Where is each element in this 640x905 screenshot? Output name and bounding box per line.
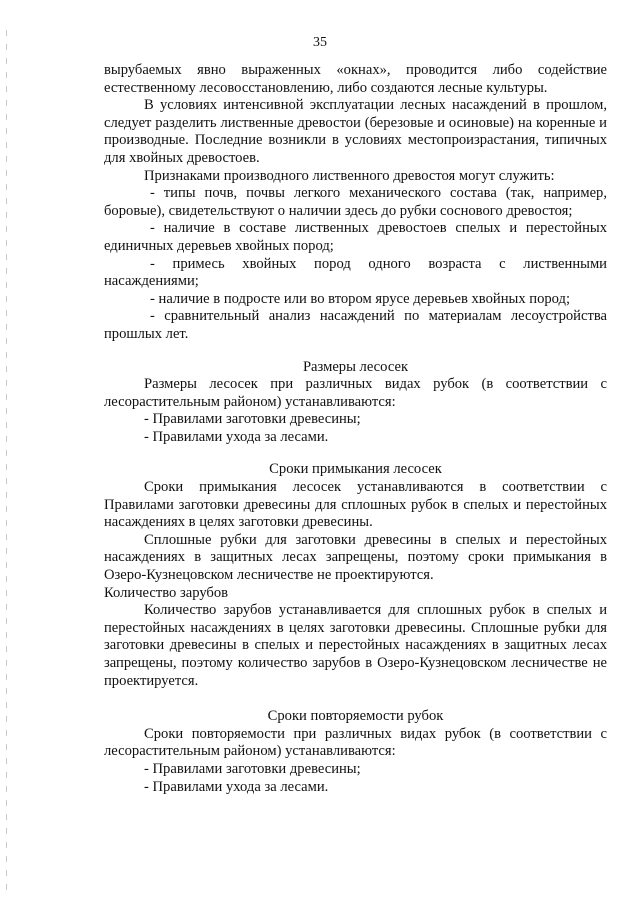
list-item-sign: - типы почв, почвы легкого механического состава (так, например, боровые), свидетельствуют о наличии здесь до рубки соснового древостоя; bbox=[104, 185, 607, 219]
list-item-sign: - наличие в подросте или во втором ярусе деревьев хвойных пород; bbox=[150, 290, 571, 307]
section-heading-repeat: Сроки повторяемости рубок bbox=[267, 708, 444, 725]
list-item-rule: - Правилами заготовки древесины; bbox=[144, 411, 361, 428]
paragraph-count: Количество зарубов устанавливается для сплошных рубок в спелых и перестойных насаждениях в целях заготовки древесины. Сплошные рубки для заготовки древесины в спелых и перестойных насаждениях в защитных лесах запрещены, поэтому количество зарубов в Озеро-Кузнецовском лесничестве не проектируется. bbox=[104, 602, 607, 689]
section-heading-count: Количество зарубов bbox=[104, 584, 229, 601]
list-item-sign: - наличие в составе лиственных древостоев спелых и перестойных единичных деревьев хвойных пород; bbox=[104, 220, 607, 254]
scan-edge-shadow bbox=[6, 30, 7, 890]
paragraph-repeat: Сроки повторяемости при различных видах рубок (в соответствии с лесорастительным районом) устанавливаются: bbox=[104, 725, 607, 760]
paragraph-signs-intro: Признаками производного лиственного древостоя могут служить: bbox=[144, 167, 555, 184]
paragraph-continuation: вырубаемых явно выраженных «окнах», проводится либо содействие естественному лесовосстановлению, либо создаются лесные культуры. bbox=[104, 62, 607, 96]
paragraph-sizes: Размеры лесосек при различных видах рубок (в соответствии с лесорастительным районом) устанавливаются: bbox=[104, 376, 607, 410]
page-body bbox=[104, 62, 607, 796]
list-item-rule: - Правилами ухода за лесами. bbox=[144, 778, 329, 795]
paragraph-terms-2: Сплошные рубки для заготовки древесины в спелых и перестойных насаждениях в защитных лесах запрещены, поэтому сроки примыкания в Озеро-Кузнецовском лесничестве не проектируются. bbox=[104, 531, 607, 584]
paragraph-terms-1: Сроки примыкания лесосек устанавливаются в соответствии с Правилами заготовки древесины для сплошных рубок в спелых и перестойных насаждениях в целях заготовки древесины. bbox=[104, 479, 607, 531]
paragraph-deciduous-stands: В условиях интенсивной эксплуатации лесных насаждений в прошлом, следует разделить лиственные древостои (березовые и осиновые) на коренные и производные. Последние возникли в условиях местопроизрастания, типичных для хвойных древостоев. bbox=[104, 97, 607, 166]
section-heading-sizes: Размеры лесосек bbox=[302, 358, 409, 375]
section-heading-terms: Сроки примыкания лесосек bbox=[269, 461, 442, 478]
list-item-rule: - Правилами ухода за лесами. bbox=[144, 428, 329, 445]
list-item-sign: - сравнительный анализ насаждений по материалам лесоустройства прошлых лет. bbox=[104, 308, 607, 342]
list-item-sign: - примесь хвойных пород одного возраста с лиственными насаждениями; bbox=[104, 255, 607, 290]
list-item-rule: - Правилами заготовки древесины; bbox=[144, 760, 361, 777]
page-number: 35 bbox=[313, 35, 327, 50]
